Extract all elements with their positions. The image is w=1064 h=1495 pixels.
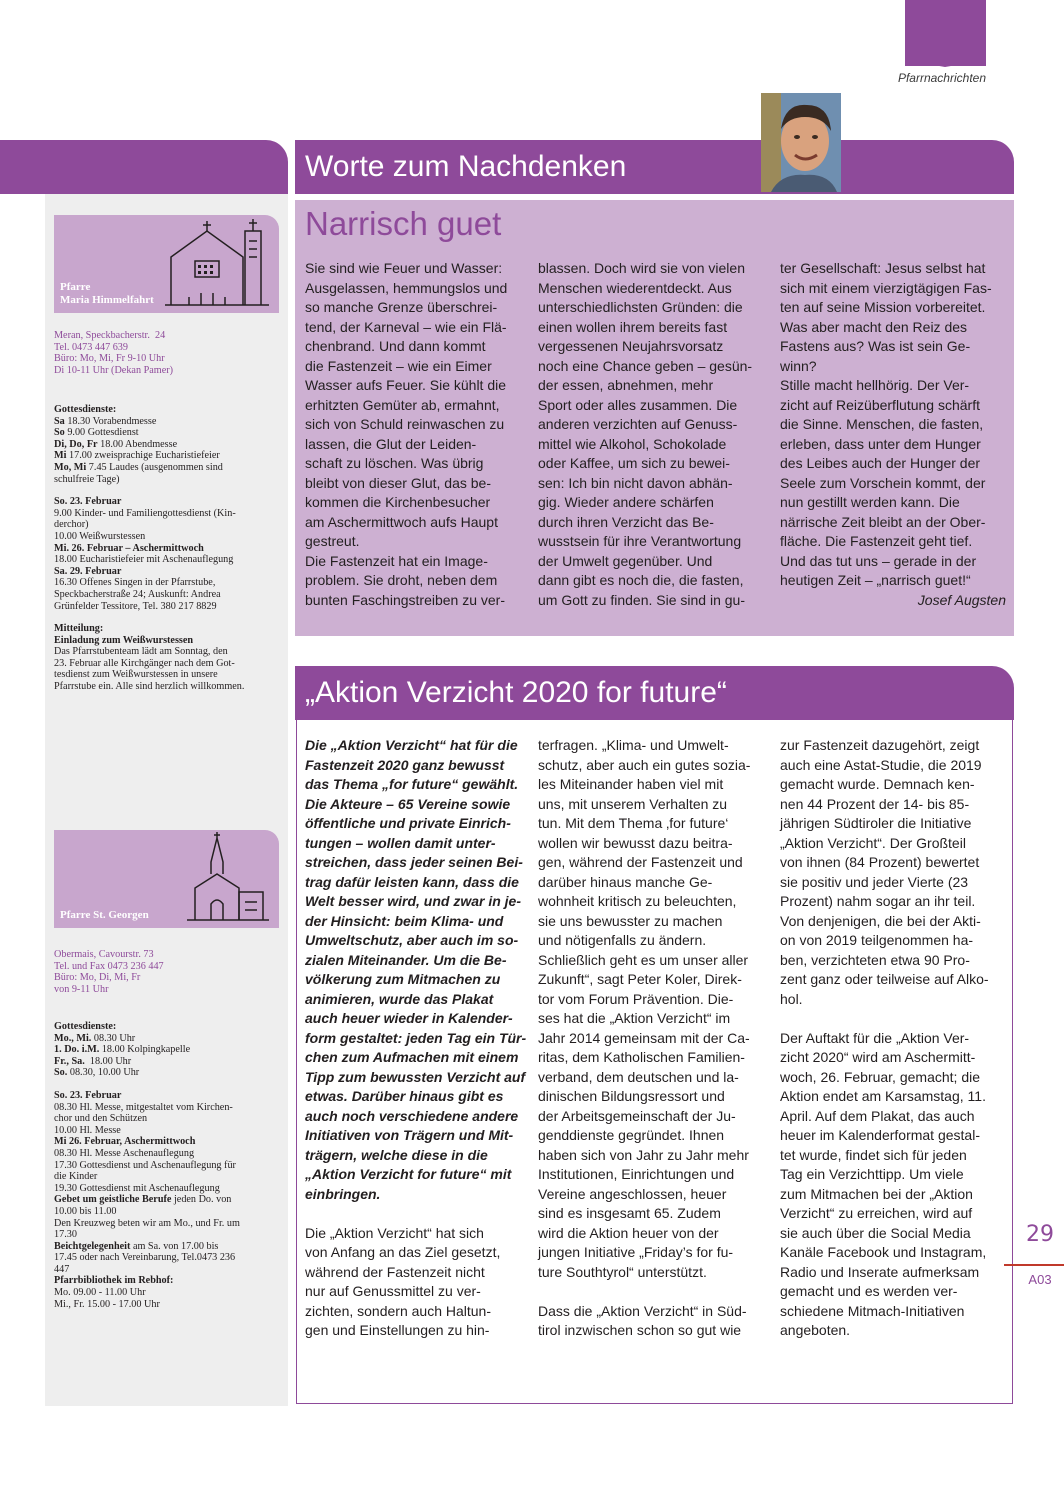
text-line: sich von Schuld reinwaschen zu bbox=[305, 416, 505, 432]
text-line: Wasser aufs Feuer. Sie kühlt die bbox=[305, 377, 507, 393]
text-line: ten auf seine Mission vorbereitet. bbox=[780, 299, 986, 315]
text-line: bunten Faschingstreiben zu ver- bbox=[305, 591, 505, 608]
text-line: Tel. und Fax 0473 236 447 bbox=[54, 960, 164, 972]
text-line: tun. Mit dem Thema ‚for future‘ bbox=[538, 815, 729, 831]
text-line: erleben, dass unter dem Hunger bbox=[780, 435, 981, 452]
text-line: Schließlich geht es um unser aller bbox=[538, 951, 749, 968]
text-line: wird die Aktion heuer von der bbox=[538, 1224, 719, 1241]
text-line: auch eine Astat-Studie, die 2019 bbox=[780, 756, 982, 773]
text-line: zialen Miteinander. Um die Be- bbox=[305, 951, 507, 968]
text-line: gig. Wieder andere schärfen bbox=[538, 494, 714, 510]
text-line: tungen – wollen damit unter- bbox=[305, 834, 496, 851]
text-line: Mi., Fr. 15.00 - 17.00 Uhr bbox=[54, 1298, 160, 1310]
text-line: ter Gesellschaft: Jesus selbst hat bbox=[780, 260, 986, 276]
article2-column-3-text-end bbox=[780, 1029, 1006, 1341]
text-line: chenbrand. Und dann kommt bbox=[305, 338, 486, 354]
text-line: nur auf Genussmittel zu ver- bbox=[305, 1283, 481, 1299]
parish-name bbox=[60, 909, 149, 922]
text-line: uns, mit unserem Verhalten zu bbox=[538, 795, 728, 812]
text-line: der essen, abnehmen, mehr bbox=[538, 377, 714, 393]
text-line: Den Kreuzweg beten wir am Mo., und Fr. um bbox=[54, 1217, 240, 1229]
text-line: etwas. Darüber hinaus gibt es bbox=[305, 1088, 504, 1104]
text-line: zicht 2020“ wird am Aschermitt- bbox=[780, 1049, 976, 1065]
text-line: auch heuer wieder in Kalender- bbox=[305, 1010, 513, 1026]
text-line: April. Auf dem Plakat, das auch bbox=[780, 1107, 975, 1124]
section-label: Pfarrnachrichten bbox=[897, 71, 986, 85]
text-line: noch eine Chance geben – gesün- bbox=[538, 357, 753, 374]
text-line: wollen wir bewusst dazu beitra- bbox=[538, 834, 733, 851]
text-line: wusstsein für ihre Verantwortung bbox=[538, 533, 742, 549]
text-line: Meran, Speckbacherstr. 24 bbox=[54, 330, 166, 341]
text-line: 1. Do. i.M. 18.00 Kolpingkapelle bbox=[54, 1044, 191, 1056]
text-line: die Sinne. Menschen, die fasten, bbox=[780, 416, 984, 432]
text-line: les Miteinander haben viel mit bbox=[538, 776, 724, 792]
article1-header: Worte zum Nachdenken bbox=[295, 140, 1014, 194]
text-line: dinischen Bildungsressort und bbox=[538, 1088, 725, 1104]
text-line: 10.00 Weißwurstessen bbox=[54, 530, 146, 542]
text-line: Radio und Inserate aufmerksam bbox=[780, 1263, 980, 1280]
text-line: närrische Zeit bleibt an der Ober- bbox=[780, 513, 986, 530]
text-line: Mi. 26. Februar – Aschermittwoch bbox=[54, 542, 204, 554]
text-line: mittel wie Alkohol, Schokolade bbox=[538, 435, 727, 452]
text-line: von 9-11 Uhr bbox=[54, 983, 109, 995]
text-line: Die „Aktion Verzicht“ hat für die bbox=[305, 737, 518, 753]
text-line: So. 08.30, 10.00 Uhr bbox=[54, 1067, 140, 1079]
text-line: Von denjenigen, die bei der Akti- bbox=[780, 912, 981, 929]
text-line: on von 2019 teilgenommen ha- bbox=[780, 932, 974, 948]
article2-intro bbox=[305, 736, 525, 1204]
text-line: ture Southtyrol“ unterstützt. bbox=[538, 1263, 707, 1280]
text-line: heuer im Kalenderformat gestal- bbox=[780, 1127, 980, 1143]
text-line: 19.30 Gottesdienst mit Aschenauflegung bbox=[54, 1182, 220, 1194]
article2-column-1 bbox=[305, 736, 525, 1341]
text-line: gemacht wurde. Demnach ken- bbox=[780, 776, 975, 792]
text-line: einbringen. bbox=[305, 1185, 381, 1202]
text-line: sie auch über die Social Media bbox=[780, 1224, 971, 1241]
text-line: trag dafür leisten kann, dass die bbox=[305, 873, 519, 890]
text-line: 17.30 Gottesdienst und Aschenauflegung für bbox=[54, 1159, 236, 1171]
text-line: Büro: Mo, Di, Mi, Fr bbox=[54, 972, 141, 984]
text-line: Vereine angeschlossen, heuer bbox=[538, 1185, 727, 1202]
text-line: schulfreie Tage) bbox=[54, 473, 120, 485]
author-photo bbox=[761, 93, 841, 192]
article2-column-2-text bbox=[538, 736, 760, 1282]
article2-column-2-text-end bbox=[538, 1302, 760, 1341]
text-line: Prozent) nahm sogar an ihr teil. bbox=[780, 893, 976, 909]
text-line: 447 bbox=[54, 1263, 70, 1275]
text-line: So. 23. Februar bbox=[54, 496, 122, 508]
text-line: Fastens aus? Was ist sein Ge- bbox=[780, 338, 971, 354]
text-line: nun gestillt werden kann. Die bbox=[780, 494, 960, 510]
text-line: Das Pfarrstubenteam lädt am Sonntag, den bbox=[54, 646, 228, 658]
text-line: Tag ein Verzichttipp. Um viele bbox=[780, 1166, 964, 1182]
text-line: Aktion endet am Karsamstag, 11. bbox=[780, 1088, 986, 1104]
text-line: tor vom Forum Prävention. Die- bbox=[538, 990, 734, 1007]
text-line: der Umwelt gegenüber. Und bbox=[538, 552, 713, 569]
text-line: Und das tut uns – gerade in der bbox=[780, 552, 977, 569]
text-line: chen zum Aufmachen mit einem bbox=[305, 1049, 519, 1065]
text-line: unterschiedlichsten Gründen: die bbox=[538, 299, 743, 315]
parish-name-line: Maria Himmelfahrt bbox=[60, 294, 154, 306]
text-line: lassen, die Glut der Leiden- bbox=[305, 435, 477, 452]
text-line: zichten, sondern auch Haltun- bbox=[305, 1302, 491, 1319]
text-line: jährigen Südtiroler die Initiative bbox=[780, 815, 972, 831]
text-line: tet wurde, findet sich für jeden bbox=[780, 1146, 967, 1163]
text-line: um Gott zu finden. Sie sind in gu- bbox=[538, 591, 745, 608]
text-line: völkerung zum Mitmachen zu bbox=[305, 971, 501, 987]
text-line: Pfarrstube ein. Alle sind herzlich willkommen. bbox=[54, 681, 245, 693]
text-line: 08.30 Hl. Messe, mitgestaltet vom Kirchen- bbox=[54, 1101, 233, 1113]
article2-column-1-text bbox=[305, 1224, 525, 1341]
sidebar-header-bar bbox=[0, 140, 288, 194]
text-line: bleibt von dieser Glut, das be- bbox=[305, 474, 491, 491]
text-line: 10.00 Hl. Messe bbox=[54, 1124, 121, 1136]
text-line: streichen, dass jeder seinen Bei- bbox=[305, 854, 523, 870]
article2-column-2 bbox=[538, 736, 760, 1341]
text-line: problem. Sie droht, neben dem bbox=[305, 572, 498, 588]
text-line: Di, Do, Fr 18.00 Abendmesse bbox=[54, 438, 178, 450]
text-line: ses hat die „Aktion Verzicht“ im bbox=[538, 1010, 731, 1026]
text-line: terfragen. „Klima- und Umwelt- bbox=[538, 737, 729, 753]
article2-header: „Aktion Verzicht 2020 for future“ bbox=[295, 666, 1014, 720]
text-line: Mitteilung: bbox=[54, 623, 104, 635]
text-line: Sie sind wie Feuer und Wasser: bbox=[305, 260, 503, 276]
text-line: trägern, welche diese in die bbox=[305, 1146, 488, 1163]
text-line: Die „Aktion Verzicht“ hat sich bbox=[305, 1224, 484, 1241]
text-line: von ihnen (84 Prozent) bewertet bbox=[780, 854, 980, 870]
parish-name-line: Pfarre bbox=[60, 281, 91, 293]
text-line: tend, der Karneval – wie ein Flä- bbox=[305, 318, 507, 335]
text-line: So. 23. Februar bbox=[54, 1089, 122, 1101]
page-number: 29 bbox=[1026, 1222, 1054, 1247]
text-line: so manche Grenze überschrei- bbox=[305, 299, 498, 315]
text-line: und nötigenfalls zu ändern. bbox=[538, 932, 707, 948]
text-line: Sa 18.30 Vorabendmesse bbox=[54, 415, 157, 427]
article1-column-3-text bbox=[780, 259, 1006, 591]
text-line: Obermais, Cavourstr. 73 bbox=[54, 949, 154, 960]
text-line: „Aktion Verzicht“. Der Großteil bbox=[780, 834, 966, 851]
parish-address bbox=[54, 330, 279, 376]
text-line: zent ganz oder teilweise auf Alko- bbox=[780, 971, 989, 987]
article1-column-1 bbox=[305, 259, 525, 610]
text-line: Di 10-11 Uhr (Dekan Pamer) bbox=[54, 364, 174, 376]
text-line: Sa. 29. Februar bbox=[54, 565, 122, 577]
text-line: Ausgelassen, hemmungslos und bbox=[305, 279, 508, 296]
text-line: Mo. 09.00 - 11.00 Uhr bbox=[54, 1287, 146, 1299]
text-line: der Hinsicht: beim Klima- und bbox=[305, 912, 504, 929]
text-line: auch noch verschiedene andere bbox=[305, 1107, 519, 1124]
text-line: blassen. Doch wird sie von vielen bbox=[538, 260, 745, 276]
text-line: sie uns bewusster zu machen bbox=[538, 912, 723, 929]
text-line: Mo., Mi. 08.30 Uhr bbox=[54, 1032, 136, 1044]
text-line: hol. bbox=[780, 990, 803, 1007]
text-line: heutigen Zeit – „narrisch guet!“ bbox=[780, 572, 971, 588]
text-line: chor und den Schützen bbox=[54, 1113, 148, 1125]
text-line: fläche. Die Fastenzeit geht tief. bbox=[780, 533, 973, 549]
text-line: während der Fastenzeit nicht bbox=[305, 1263, 485, 1280]
text-line bbox=[54, 1079, 279, 1090]
text-line: Initiativen von Trägern und Mit- bbox=[305, 1127, 514, 1143]
text-line: „Aktion Verzicht for future“ mit bbox=[305, 1166, 512, 1182]
text-line: zur Fastenzeit dazugehört, zeigt bbox=[780, 737, 980, 753]
text-line: haben sich von Jahr zu Jahr mehr bbox=[538, 1146, 749, 1163]
text-line: Fastenzeit 2020 ganz bewusst bbox=[305, 756, 505, 773]
text-line: Institutionen, Einrichtungen und bbox=[538, 1166, 735, 1182]
text-line: darüber hinaus manche Ge- bbox=[538, 873, 713, 890]
text-line: tirol inzwischen schon so gut wie bbox=[538, 1322, 742, 1338]
text-line: vergessenen Neujahrsvorsatz bbox=[538, 338, 724, 354]
parish-name-line: Pfarre St. Georgen bbox=[60, 909, 149, 921]
parish-name bbox=[60, 281, 154, 307]
text-line: sie positiv und jeder Vierte (23 bbox=[780, 873, 969, 890]
article1-title: Narrisch guet bbox=[305, 205, 502, 242]
text-line: form gestaltet: jeden Tag ein Tür- bbox=[305, 1029, 527, 1046]
text-line: Mi 26. Februar, Aschermittwoch bbox=[54, 1136, 196, 1148]
text-line: Fr., Sa. 18.00 Uhr bbox=[54, 1055, 132, 1067]
parish-box-maria-himmelfahrt bbox=[54, 215, 279, 313]
text-line: oder Kaffee, um sich zu bewei- bbox=[538, 455, 730, 471]
text-line: sich mit einem vierzigtägigen Fas- bbox=[780, 279, 992, 296]
text-line: genddienste gegründet. Ihnen bbox=[538, 1127, 725, 1143]
text-line: sen: Ich bin nicht davon abhän- bbox=[538, 474, 733, 491]
text-line: am Aschermittwoch aufs Haupt bbox=[305, 513, 498, 530]
page-number-rule bbox=[1004, 1264, 1064, 1266]
article1-column-3 bbox=[780, 259, 1006, 610]
sidebar bbox=[45, 194, 288, 1406]
text-line bbox=[54, 612, 279, 623]
text-line: erhitzten Gemüter ab, ermahnt, bbox=[305, 396, 500, 413]
parish-services bbox=[54, 404, 279, 693]
text-line: jungen Initiative „Friday’s for fu- bbox=[538, 1244, 734, 1260]
text-line: durch ihren Verzicht das Be- bbox=[538, 513, 714, 530]
text-line: gen und Einstellungen zu hin- bbox=[305, 1322, 490, 1338]
text-line: verband, dem deutschen und la- bbox=[538, 1068, 739, 1085]
text-line: Umweltschutz, aber auch im so- bbox=[305, 932, 519, 948]
text-line: Mi 17.00 zweisprachige Eucharistiefeier bbox=[54, 450, 220, 462]
text-line: anderen verzichten auf Genuss- bbox=[538, 416, 738, 432]
text-line: schaft zu löschen. Was übrig bbox=[305, 455, 484, 471]
text-line: Mo, Mi 7.45 Laudes (ausgenommen sind bbox=[54, 461, 223, 473]
text-line: 17.45 oder nach Vereinbarung, Tel.0473 236 bbox=[54, 1252, 236, 1264]
text-line: kommen die Kirchenbesucher bbox=[305, 494, 491, 510]
article2-column-3 bbox=[780, 736, 1006, 1341]
text-line: die Fastenzeit – wie ein Eimer bbox=[305, 357, 492, 374]
text-line: das Thema „for future“ gewählt. bbox=[305, 776, 519, 792]
text-line: Welt besser wird, und zwar in je- bbox=[305, 893, 522, 909]
text-line: nen 44 Prozent der 14- bis 85- bbox=[780, 795, 970, 812]
text-line: einen wollen ihrem bereits fast bbox=[538, 318, 728, 335]
church-icon bbox=[183, 832, 273, 924]
text-line: öffentliche und private Einrich- bbox=[305, 815, 511, 831]
text-line: Beichtgelegenheit am Sa. von 17.00 bis bbox=[54, 1240, 219, 1252]
text-line: 17.30 bbox=[54, 1229, 77, 1241]
text-line: Kanäle Facebook und Instagram, bbox=[780, 1244, 987, 1260]
text-line: Einladung zum Weißwurstessen bbox=[54, 634, 194, 646]
text-line: Stille macht hellhörig. Der Ver- bbox=[780, 377, 970, 393]
text-line: die Kinder bbox=[54, 1171, 98, 1183]
text-line: ben, verzichteten etwa 90 Pro- bbox=[780, 951, 970, 968]
text-line: Verzicht“ zu erreichen, wird auf bbox=[780, 1205, 973, 1221]
text-line: sind es insgesamt 65. Zudem bbox=[538, 1205, 721, 1221]
text-line: winn? bbox=[780, 357, 817, 374]
text-line: So 9.00 Gottesdienst bbox=[54, 427, 139, 439]
text-line: 10.00 bis 11.00 bbox=[54, 1205, 117, 1217]
text-line: 16.30 Offenes Singen in der Pfarrstube, bbox=[54, 577, 216, 589]
text-line: Der Auftakt für die „Aktion Ver- bbox=[780, 1029, 970, 1046]
text-line: Tel. 0473 447 639 bbox=[54, 341, 128, 353]
text-line: 9.00 Kinder- und Familiengottesdienst (Kin- bbox=[54, 507, 236, 519]
article1-column-2 bbox=[538, 259, 760, 610]
text-line: Gottesdienste: bbox=[54, 1021, 117, 1032]
text-line: ritas, dem Katholischen Familien- bbox=[538, 1049, 745, 1065]
text-line: Speckbacherstraße 24; Auskunft: Andrea bbox=[54, 588, 221, 600]
text-line: Büro: Mo, Mi, Fr 9-10 Uhr bbox=[54, 353, 165, 365]
text-line: gemacht und es werden ver- bbox=[780, 1283, 958, 1299]
text-line: Pfarrbibliothek im Rebhof: bbox=[54, 1275, 174, 1287]
text-line: derchor) bbox=[54, 519, 89, 531]
text-line: Zukunft“, sagt Peter Koler, Direk- bbox=[538, 971, 742, 987]
text-line: schiedene Mitmach-Initiativen bbox=[780, 1302, 965, 1319]
text-line: des Leibes auch der Hunger der bbox=[780, 455, 981, 471]
text-line: Was aber macht den Reiz des bbox=[780, 318, 968, 335]
text-line: gestreut. bbox=[305, 533, 360, 549]
text-line: von Anfang an das Ziel gesetzt, bbox=[305, 1244, 501, 1260]
text-line: gen, während der Fastenzeit und bbox=[538, 854, 743, 870]
text-line: 08.30 Hl. Messe Aschenauflegung bbox=[54, 1147, 195, 1159]
text-line: Gebet um geistliche Berufe jeden Do. von bbox=[54, 1194, 232, 1206]
text-line: wohnheit kritisch zu beleuchten, bbox=[538, 893, 737, 909]
edition-code: A03 bbox=[1028, 1272, 1052, 1287]
text-line: Sport oder alles zusammen. Die bbox=[538, 396, 738, 413]
text-line: tesdienst zum Weißwurstessen in unsere bbox=[54, 669, 218, 681]
parish-address bbox=[54, 949, 279, 995]
parish-box-st-georgen bbox=[54, 830, 279, 928]
text-line: Dass die „Aktion Verzicht“ in Süd- bbox=[538, 1302, 747, 1319]
text-line: Seele zum Vorschein kommt, der bbox=[780, 474, 986, 491]
text-line: 23. Februar alle Kirchgänger nach dem Got- bbox=[54, 657, 235, 669]
text-line: woch, 26. Februar, gemacht; die bbox=[780, 1068, 980, 1085]
text-line: Jahr 2014 gemeinsam mit der Ca- bbox=[538, 1029, 750, 1046]
text-line: Tipp zum bewussten Verzicht auf bbox=[305, 1068, 526, 1085]
text-line: der Arbeitsgemeinschaft der Ju- bbox=[538, 1107, 736, 1124]
text-line: Grünfelder Tessitore, Tel. 380 217 8829 bbox=[54, 600, 217, 612]
text-line: dann gibt es noch die, die fasten, bbox=[538, 572, 744, 588]
text-line: schutz, aber auch ein gutes sozia- bbox=[538, 756, 751, 773]
top-tab bbox=[905, 0, 986, 66]
text-line: animieren, wurde das Plakat bbox=[305, 990, 494, 1007]
text-line: Die Fastenzeit hat ein Image- bbox=[305, 552, 488, 569]
text-line: zum Mitmachen bei der „Aktion bbox=[780, 1185, 973, 1202]
text-line: 18.00 Eucharistiefeier mit Aschenauflegung bbox=[54, 554, 234, 566]
text-line bbox=[54, 485, 279, 496]
text-line: angeboten. bbox=[780, 1322, 851, 1338]
church-icon bbox=[161, 217, 273, 309]
text-line: Gottesdienste: bbox=[54, 404, 117, 415]
parish-services bbox=[54, 1021, 279, 1310]
text-line: Die Akteure – 65 Vereine sowie bbox=[305, 795, 511, 812]
article1-author: Josef Augsten bbox=[917, 591, 1006, 608]
article2-column-3-text bbox=[780, 736, 1006, 1009]
text-line: Menschen wiederentdeckt. Aus bbox=[538, 279, 732, 296]
text-line: zicht auf Reizüberflutung schärft bbox=[780, 396, 980, 413]
